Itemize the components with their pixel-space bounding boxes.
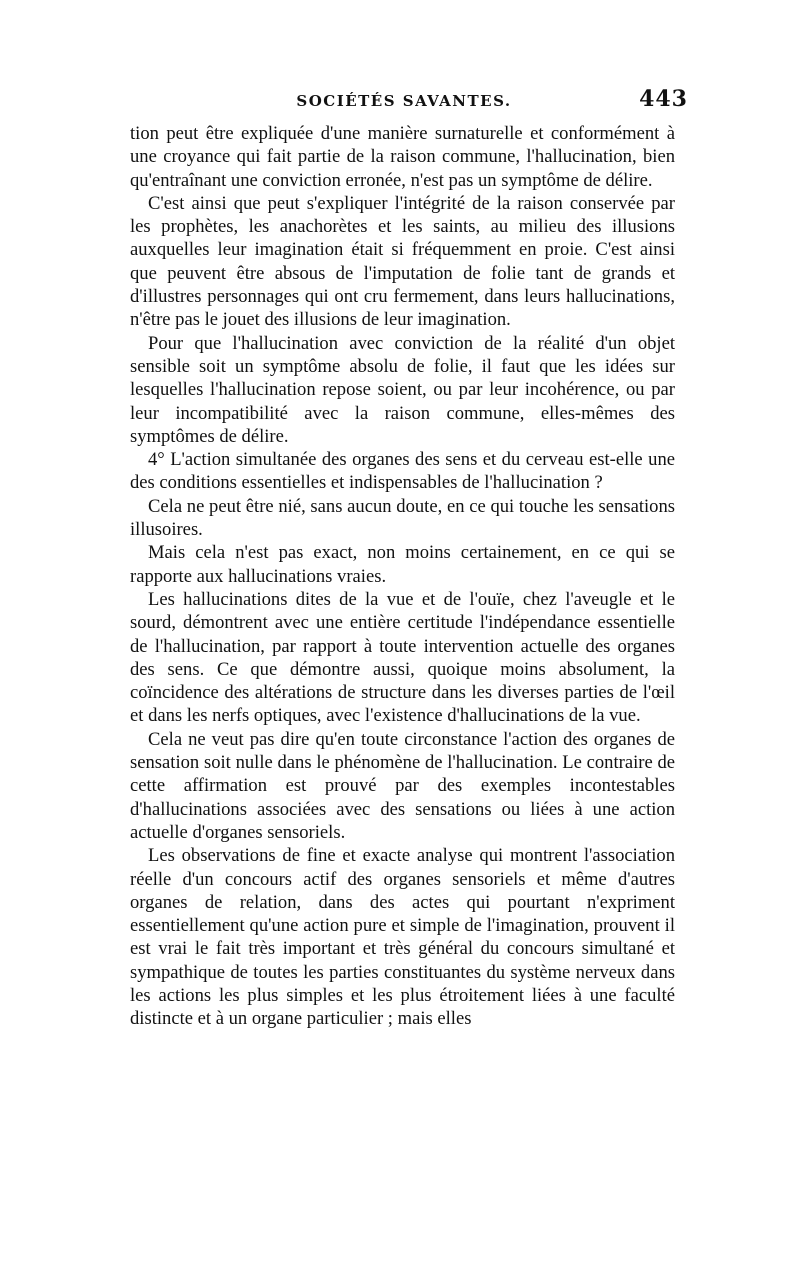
paragraph: Les hallucinations dites de la vue et de l'ouïe, chez l'aveugle et le sourd, démontrent avec une entière certitude l'indépendance essentielle de l'hallucination, par rapport à toute intervention actuelle des organes des sens. Ce que démontre aussi, quoique moins absolument, la coïncidence des altérations de structure dans les diverses parties de l'œil et dans les nerfs optiques, avec l'existence d'hallucinations de la vue. bbox=[130, 588, 675, 727]
paragraph: Les observations de fine et exacte analyse qui montrent l'association réelle d'un concours actif des organes sensoriels et même d'autres organes de relation, dans des actes qui pourtant n'expriment essentiellement qu'une action pure et simple de l'imagination, prouvent il est vrai le fait très important et très général du concours simultané et sympathique de toutes les parties constituantes du système nerveux dans les actions les plus simples et les plus étroitement liées à une faculté distincte et à un organe particulier ; mais elles bbox=[130, 845, 675, 1030]
paragraph-question-4: 4° L'action simultanée des organes des sens et du cerveau est-elle une des conditions essentielles et indispensables de l'hallucination ? bbox=[130, 449, 675, 494]
paragraph: Mais cela n'est pas exact, non moins certainement, en ce qui se rapporte aux hallucinations vraies. bbox=[130, 542, 675, 587]
page-header bbox=[130, 86, 688, 118]
paragraph: Cela ne veut pas dire qu'en toute circonstance l'action des organes de sensation soit nulle dans le phénomène de l'hallucination. Le contraire de cette affirmation est prouvé par des exemples incontestables d'hallucinations associées avec des sensations ou liées à une action actuelle d'organes sensoriels. bbox=[130, 728, 675, 843]
paragraph: Cela ne peut être nié, sans aucun doute, en ce qui touche les sensations illusoires. bbox=[130, 495, 675, 541]
paragraph: Pour que l'hallucination avec conviction de la réalité d'un objet sensible soit un symptôme absolu de folie, il faut que les idées sur lesquelles l'hallucination repose soient, ou par leur incohérence, ou par leur incompatibilité avec la raison commune, elles-mêmes des symptômes de délire. bbox=[130, 332, 675, 447]
paragraph: C'est ainsi que peut s'expliquer l'intégrité de la raison conservée par les prophètes, les anachorètes et les saints, au milieu des illusions auxquelles leur imagination était si fréquemment en proie. C'est ainsi que peuvent être absous de l'imputation de folie tant de grands et d'illustres personnages qui ont cru fermement, dans leurs hallucinations, n'être pas le jouet des illusions de leur imagination. bbox=[130, 192, 675, 331]
page-number: 443 bbox=[639, 86, 688, 112]
running-title: SOCIÉTÉS SAVANTES. bbox=[296, 92, 512, 110]
paragraph-continued: tion peut être expliquée d'une manière surnaturelle et conformément à une croyance qui fait partie de la raison commune, l'hallucination, bien qu'entraînant une conviction erronée, n'est pas un symptôme de délire. bbox=[130, 123, 675, 191]
body-text bbox=[130, 122, 675, 1031]
